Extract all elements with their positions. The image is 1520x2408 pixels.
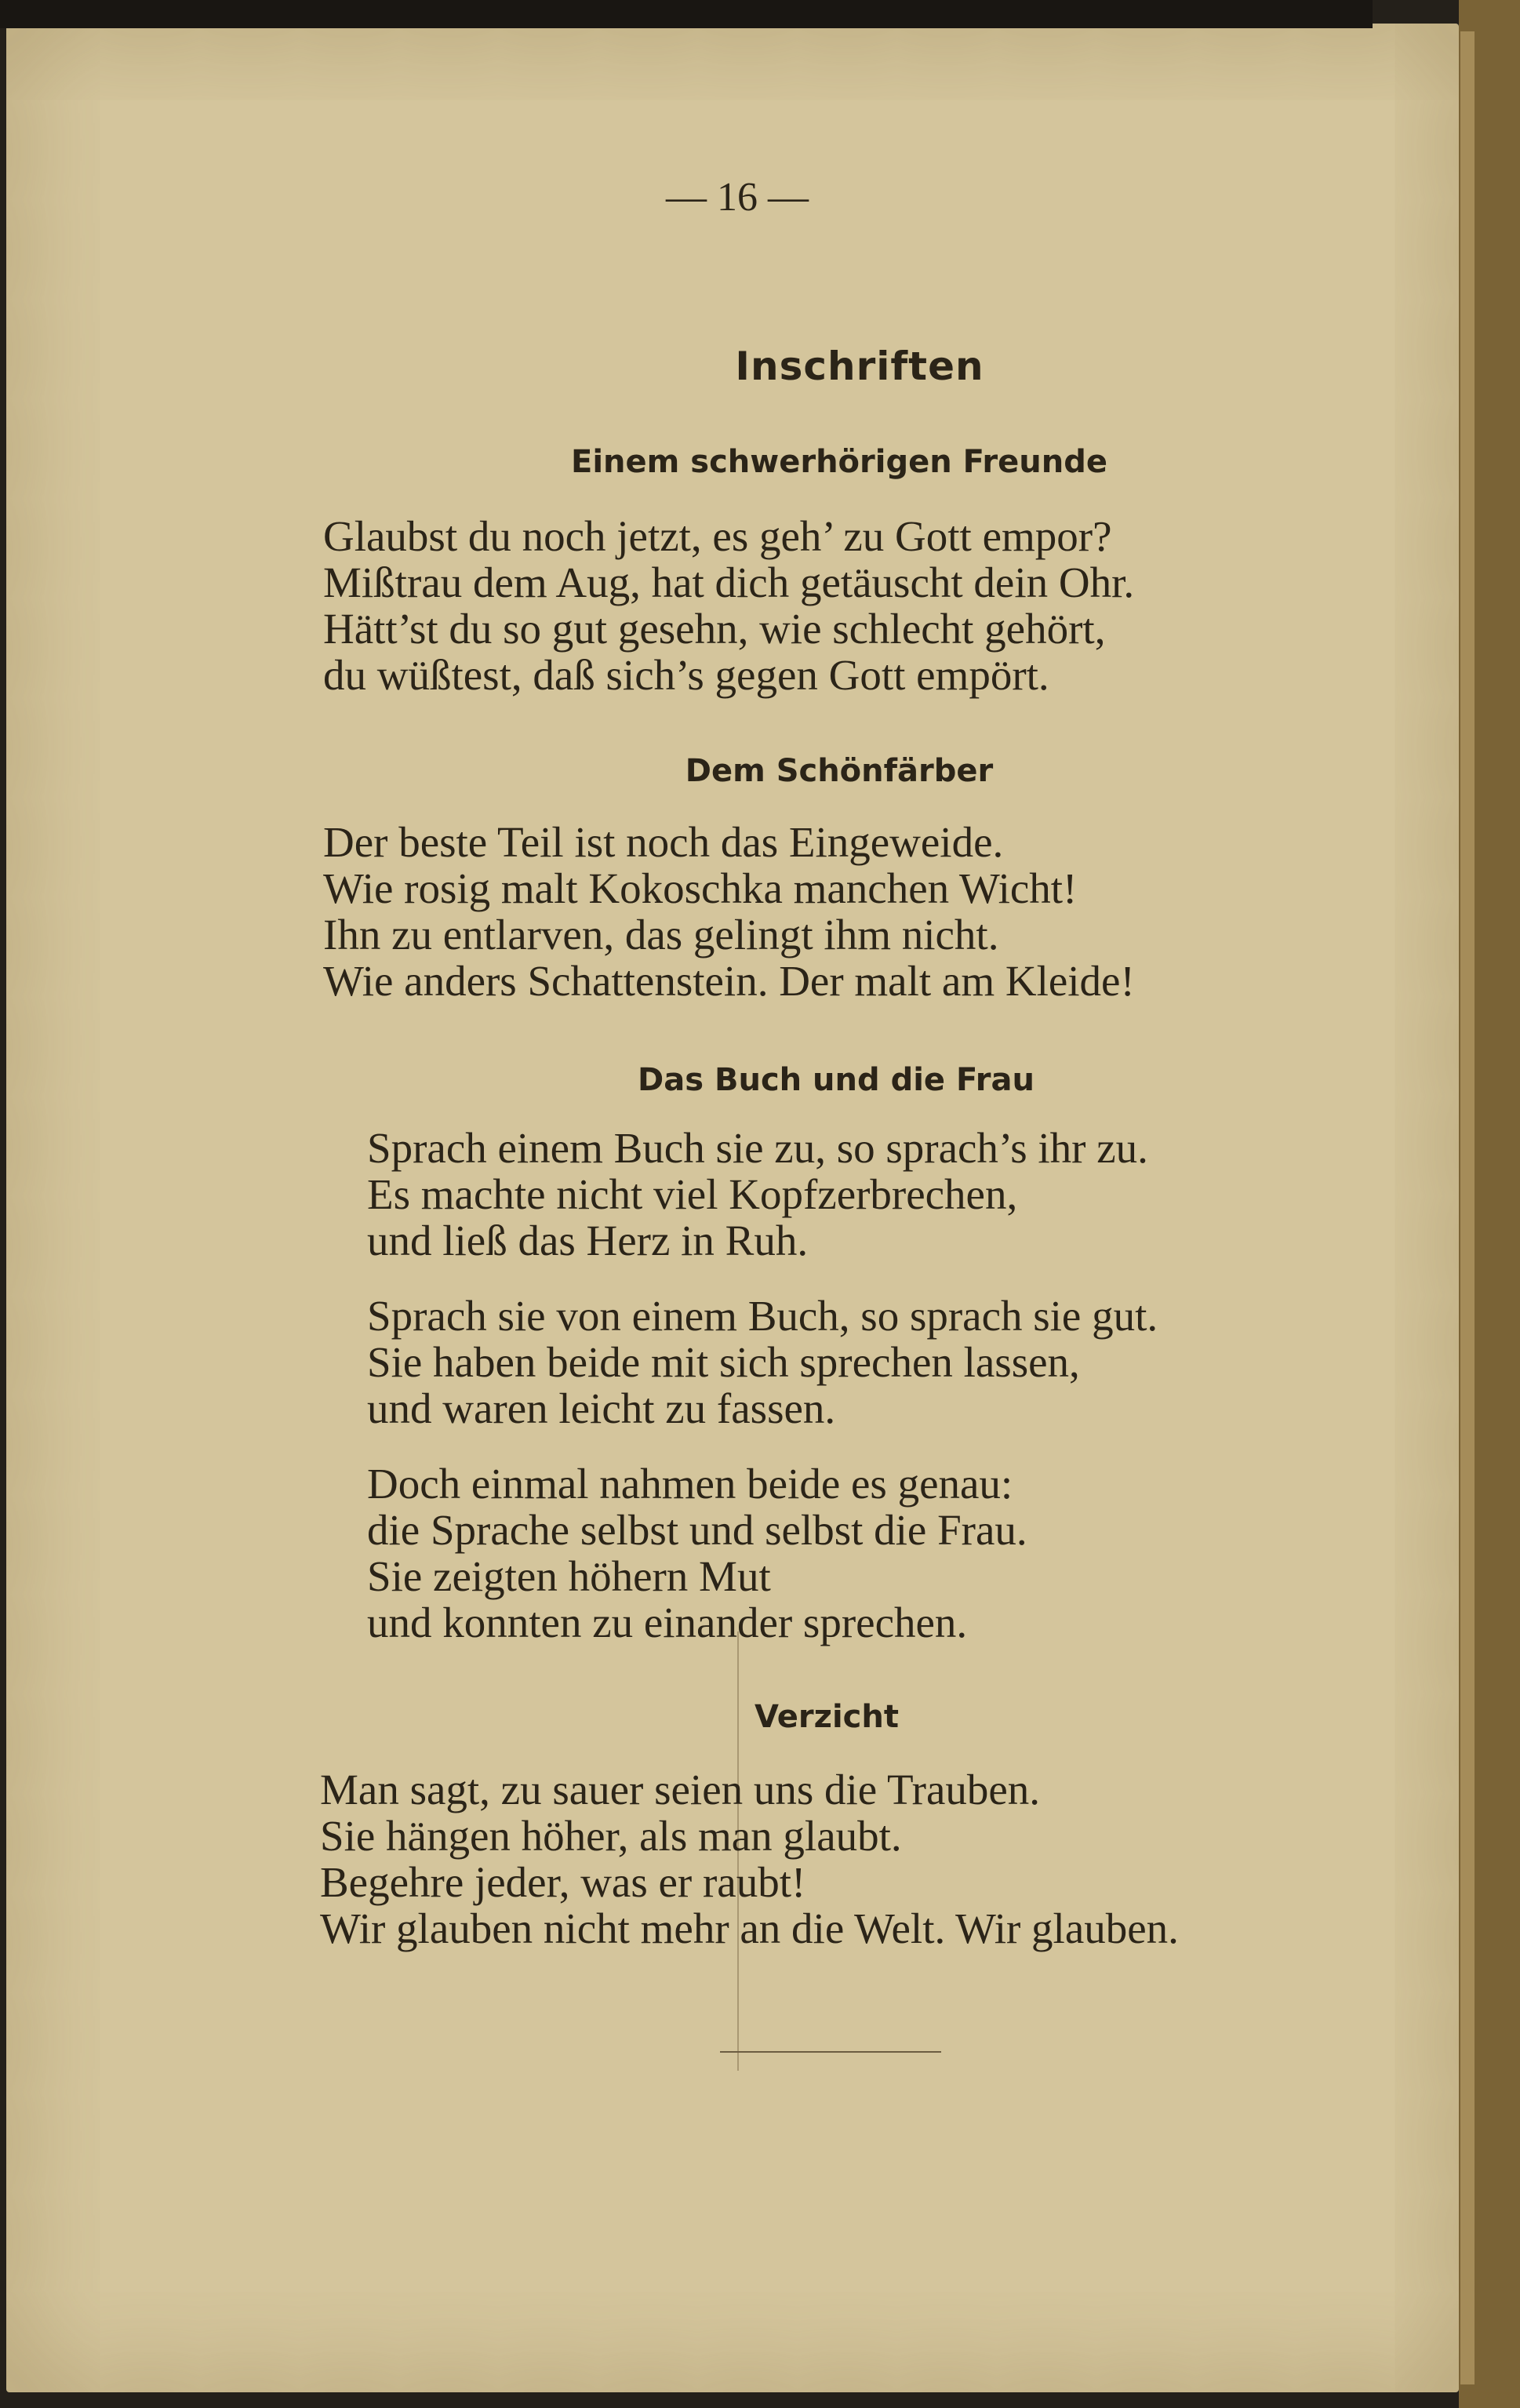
- poem-line: Es machte nicht viel Kopfzerbrechen,: [367, 1170, 1018, 1218]
- poem-stanza: [367, 1125, 1148, 1264]
- poem-title: Einem schwerhörigen Freunde: [571, 444, 1107, 480]
- poem-line: und konnten zu einander sprechen.: [367, 1599, 968, 1646]
- poem-line: die Sprache selbst und selbst die Frau.: [367, 1506, 1027, 1554]
- poem-line: Sprach einem Buch sie zu, so sprach’s ihr zu.: [367, 1124, 1148, 1172]
- poem-title: Dem Schönfärber: [685, 753, 994, 789]
- page-number: — 16 —: [666, 175, 809, 220]
- poem-stanza: [323, 819, 1135, 1004]
- poem-title: Verzicht: [755, 1699, 899, 1735]
- poem-line: Man sagt, zu sauer seien uns die Trauben.: [320, 1766, 1041, 1813]
- poem-line: du wüßtest, daß sich’s gegen Gott empört.: [323, 651, 1049, 699]
- poem-line: Wie anders Schattenstein. Der malt am Kleide!: [323, 957, 1135, 1005]
- poem-title: Das Buch und die Frau: [638, 1062, 1035, 1098]
- poem-line: Wie rosig malt Kokoschka manchen Wicht!: [323, 864, 1078, 912]
- poem-line: Begehre jeder, was er raubt!: [320, 1858, 806, 1906]
- poem-line: Sie haben beide mit sich sprechen lassen,: [367, 1338, 1080, 1386]
- poem-stanza: [367, 1460, 1027, 1646]
- poem-line: Sie zeigten höhern Mut: [367, 1552, 771, 1600]
- poem-line: und ließ das Herz in Ruh.: [367, 1217, 809, 1264]
- end-rule: [720, 2051, 941, 2053]
- poem-line: Mißtrau dem Aug, hat dich getäuscht dein Ohr.: [323, 558, 1135, 606]
- poem-line: Ihn zu entlarven, das gelingt ihm nicht.: [323, 911, 999, 958]
- poem-line: und waren leicht zu fassen.: [367, 1384, 836, 1432]
- poem-stanza: [323, 513, 1134, 698]
- poem-line: Doch einmal nahmen beide es genau:: [367, 1460, 1013, 1508]
- poem-line: Sprach sie von einem Buch, so sprach sie gut.: [367, 1292, 1158, 1340]
- poem-stanza: [320, 1766, 1179, 1951]
- poem-line: Der beste Teil ist noch das Eingeweide.: [323, 818, 1004, 866]
- poem-line: Hätt’st du so gut gesehn, wie schlecht gehört,: [323, 605, 1106, 653]
- section-title: Inschriften: [735, 344, 984, 389]
- poem-line: Wir glauben nicht mehr an die Welt. Wir glauben.: [320, 1904, 1179, 1952]
- poem-line: Glaubst du noch jetzt, es geh’ zu Gott empor?: [323, 512, 1112, 560]
- poem-stanza: [367, 1293, 1158, 1431]
- poem-line: Sie hängen höher, als man glaubt.: [320, 1812, 902, 1860]
